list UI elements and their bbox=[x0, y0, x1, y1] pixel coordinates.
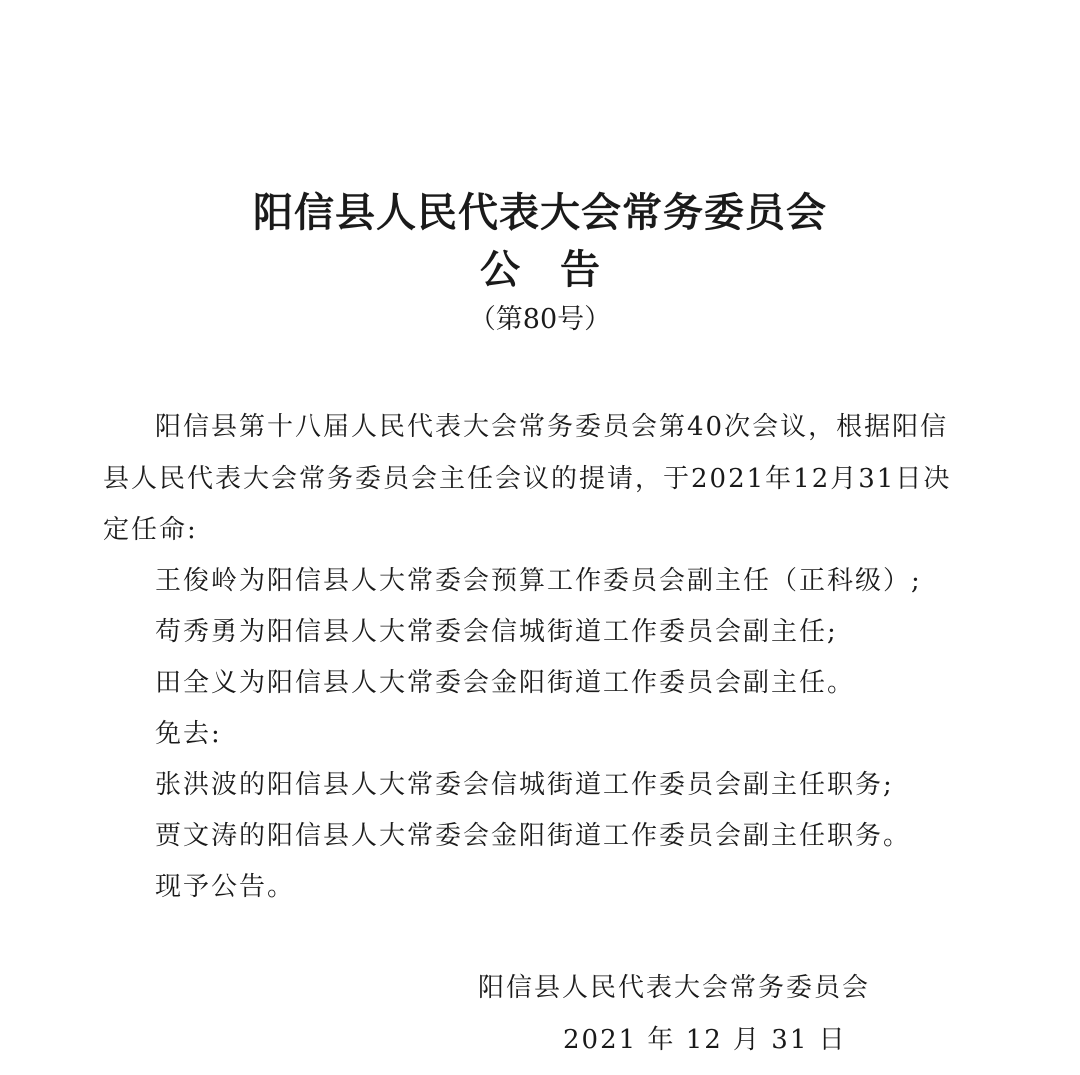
removal-heading: 免去: bbox=[155, 719, 222, 749]
appointment-item: 苟秀勇为阳信县人大常委会信城街道工作委员会副主任; bbox=[155, 617, 838, 647]
appointment-item: 田全义为阳信县人大常委会金阳街道工作委员会副主任。 bbox=[155, 668, 856, 698]
appointment-item: 王俊岭为阳信县人大常委会预算工作委员会副主任（正科级）; bbox=[155, 566, 922, 596]
intro-line-2: 县人民代表大会常务委员会主任会议的提请，于2021年12月31日决 bbox=[103, 464, 952, 494]
signature-organization: 阳信县人民代表大会常务委员会 bbox=[478, 973, 871, 1003]
document-subtitle: 公告 bbox=[480, 246, 640, 293]
removal-item: 贾文涛的阳信县人大常委会金阳街道工作委员会副主任职务。 bbox=[155, 821, 912, 851]
intro-line-3: 定任命: bbox=[103, 515, 198, 545]
document-title: 阳信县人民代表大会常务委员会 bbox=[253, 189, 827, 236]
signature-date: 2021 年 12 月 31 日 bbox=[563, 1025, 847, 1055]
intro-line-1: 阳信县第十八届人民代表大会常务委员会第40次会议，根据阳信 bbox=[155, 412, 949, 442]
document-number: （第80号） bbox=[468, 304, 612, 335]
closing-statement: 现予公告。 bbox=[155, 872, 296, 902]
removal-item: 张洪波的阳信县人大常委会信城街道工作委员会副主任职务; bbox=[155, 770, 894, 800]
